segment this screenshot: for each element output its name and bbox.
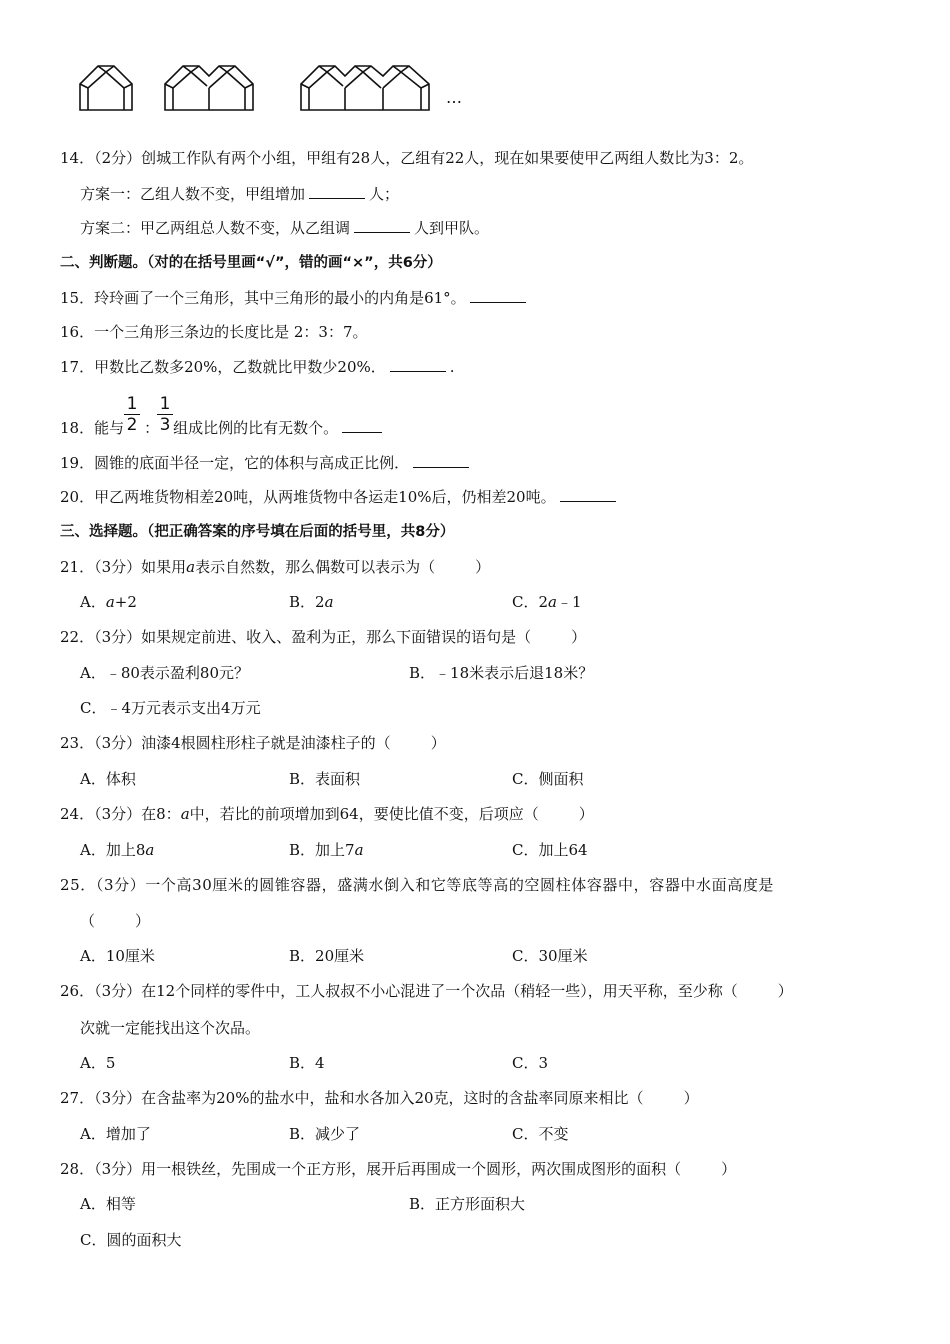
question-24: 24．（3分）在8：a中，若比的前项增加到64，要使比值不变，后项应（ ） <box>60 805 594 823</box>
answer-blank[interactable] <box>354 218 410 233</box>
option-c[interactable]: C．2a﹣1 <box>512 593 582 611</box>
option-b[interactable]: B．表面积 <box>289 770 361 788</box>
option-b[interactable]: B．2a <box>289 593 334 611</box>
question-16: 16．一个三角形三条边的长度比是 2：3：7。 <box>60 323 368 341</box>
fraction-one-third: $\frac{1}{3}$ <box>157 394 173 435</box>
question-14: 14．（2分）创城工作队有两个小组，甲组有28人，乙组有22人，现在如果要使甲乙两组人数比为3：2。 <box>60 149 754 167</box>
option-c[interactable]: C．侧面积 <box>512 770 584 788</box>
question-23: 23．（3分）油漆4根圆柱形柱子就是油漆柱子的（ ） <box>60 734 446 752</box>
question-26-cont: 次就一定能找出这个次品。 <box>80 1019 261 1037</box>
option-a[interactable]: A．﹣80表示盈利80元？ <box>80 664 250 682</box>
answer-blank[interactable] <box>390 357 446 372</box>
option-b[interactable]: B．正方形面积大 <box>409 1195 526 1213</box>
option-b[interactable]: B．加上7a <box>289 841 364 859</box>
house-group-1 <box>78 62 134 112</box>
question-14-plan-1: 方案一：乙组人数不变，甲组增加 人； <box>80 185 400 203</box>
question-26: 26．（3分）在12个同样的零件中，工人叔叔不小心混进了一个次品（稍轻一些），用天平称，至少称（ ） <box>60 982 793 1000</box>
house-group-2 <box>163 62 257 112</box>
option-a[interactable]: A．体积 <box>80 770 136 788</box>
option-a[interactable]: A．10厘米 <box>80 947 155 965</box>
question-19: 19．圆锥的底面半径一定，它的体积与高成正比例． <box>60 453 473 473</box>
option-a[interactable]: A．相等 <box>80 1195 136 1213</box>
option-a[interactable]: A．5 <box>80 1054 116 1072</box>
option-a[interactable]: A．增加了 <box>80 1125 151 1143</box>
fraction-one-half: $\frac{1}{2}$ <box>124 394 140 435</box>
question-27: 27．（3分）在含盐率为20%的盐水中，盐和水各加入20克，这时的含盐率同原来相比（ ） <box>60 1089 699 1107</box>
question-21: 21．（3分）如果用a表示自然数，那么偶数可以表示为（ ） <box>60 558 491 576</box>
option-b[interactable]: B．4 <box>289 1054 325 1072</box>
answer-blank[interactable] <box>309 184 365 199</box>
option-c[interactable]: C．30厘米 <box>512 947 588 965</box>
answer-blank[interactable] <box>413 453 469 468</box>
option-c[interactable]: C．3 <box>512 1054 549 1072</box>
section-2-title: 二、判断题。（对的在括号里画“√”，错的画“×”，共6分） <box>60 255 442 271</box>
question-20: 20．甲乙两堆货物相差20吨，从两堆货物中各运走10%后，仍相差20吨。 <box>60 487 620 507</box>
section-3-title: 三、选择题。（把正确答案的序号填在后面的括号里，共8分） <box>60 524 455 540</box>
answer-blank[interactable] <box>470 288 526 303</box>
question-15: 15．玲玲画了一个三角形，其中三角形的最小的内角是61°。 <box>60 288 530 308</box>
question-17: 17．甲数比乙数多20%，乙数就比甲数少20%． . <box>60 358 455 376</box>
ellipsis: … <box>446 88 462 107</box>
option-b[interactable]: B．﹣18米表示后退18米？ <box>409 664 594 682</box>
option-b[interactable]: B．20厘米 <box>289 947 365 965</box>
question-14-plan-2: 方案二：甲乙两组总人数不变，从乙组调 人到甲队。 <box>80 219 490 237</box>
option-a[interactable]: A．加上8a <box>80 841 155 859</box>
option-c[interactable]: C．圆的面积大 <box>80 1231 182 1249</box>
question-22: 22．（3分）如果规定前进、收入、盈利为正，那么下面错误的语句是（ ） <box>60 628 587 646</box>
question-25: 25．（3分）一个高30厘米的圆锥容器，盛满水倒入和它等底等高的空圆柱体容器中，容器中水面高度是 <box>60 876 775 894</box>
option-b[interactable]: B．减少了 <box>289 1125 361 1143</box>
answer-blank[interactable] <box>342 418 382 433</box>
question-28: 28．（3分）用一根铁丝，先围成一个正方形，展开后再围成一个圆形，两次围成图形的面积（ ） <box>60 1160 737 1178</box>
house-group-3 <box>299 62 433 112</box>
option-c[interactable]: C．不变 <box>512 1125 569 1143</box>
option-a[interactable]: A．a+2 <box>80 593 137 611</box>
option-c[interactable]: C．加上64 <box>512 841 588 859</box>
question-18: 18．能与 ： 组成比例的比有无数个。 <box>60 418 386 438</box>
question-25-paren: （ ） <box>80 912 151 930</box>
answer-blank[interactable] <box>560 487 616 502</box>
option-c[interactable]: C．﹣4万元表示支出4万元 <box>80 699 261 717</box>
